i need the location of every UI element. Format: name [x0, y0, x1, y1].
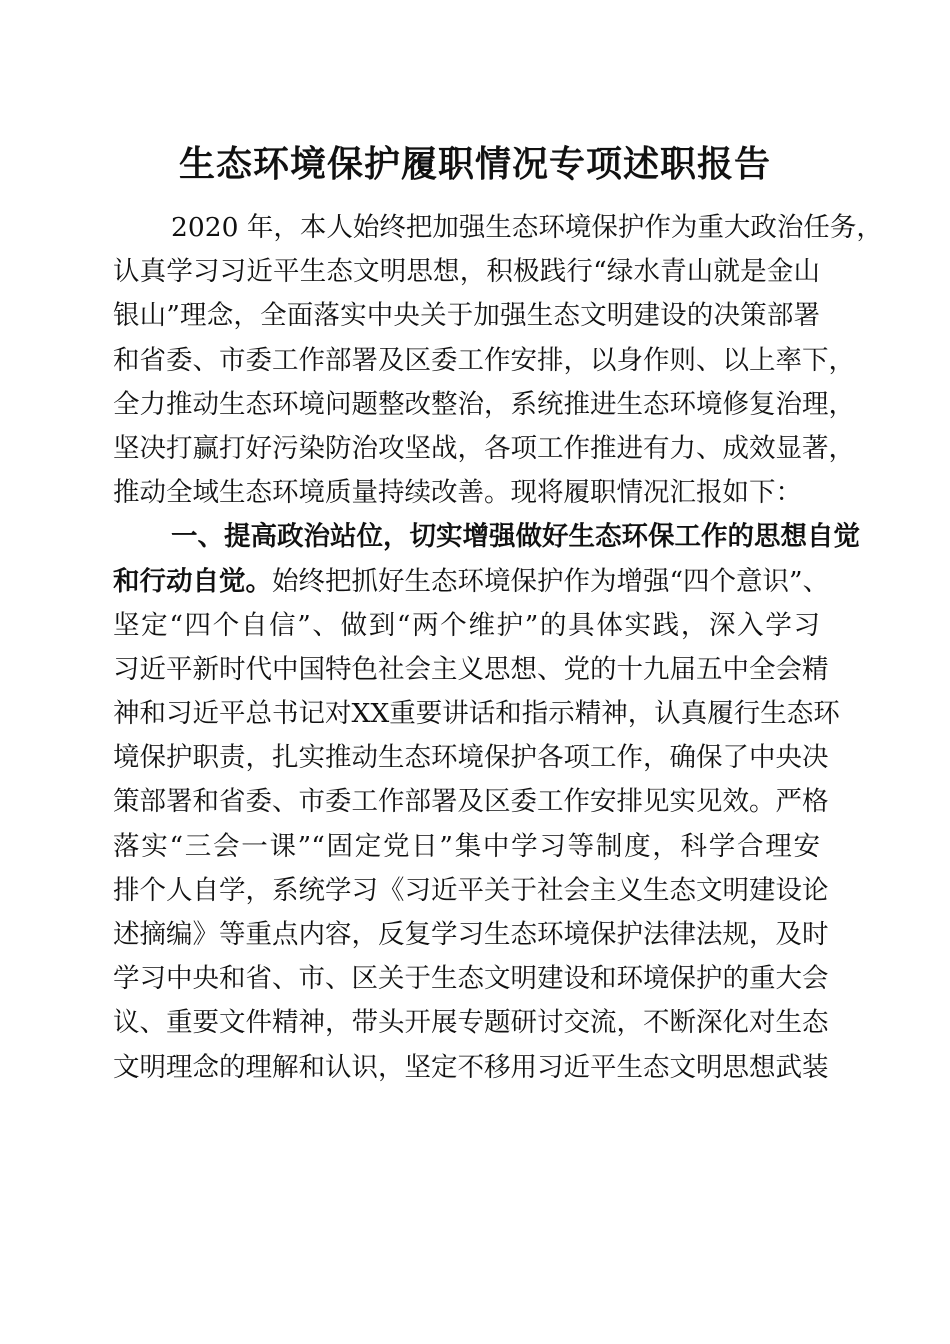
- text-line: 银山”理念，全面落实中央关于加强生态文明建设的决策部署: [113, 300, 820, 332]
- text-line: 全力推动生态环境问题整改整治，系统推进生态环境修复治理，: [113, 388, 855, 420]
- text-line: 排个人自学，系统学习《习近平关于社会主义生态文明建设论: [113, 874, 829, 906]
- text-line: 议、重要文件精神，带头开展专题研讨交流，不断深化对生态: [113, 1007, 829, 1039]
- document-title: 生态环境保护履职情况专项述职报告: [178, 144, 771, 185]
- text-line: 文明理念的理解和认识，坚定不移用习近平生态文明思想武装: [113, 1051, 829, 1083]
- text-line: 习近平新时代中国特色社会主义思想、党的十九届五中全会精: [113, 653, 829, 685]
- section-1-paragraph: [113, 515, 860, 1089]
- text-line: 述摘编》等重点内容，反复学习生态环境保护法律法规，及时: [113, 919, 829, 950]
- text-line: 落实“三会一课”“固定党日”集中学习等制度，科学合理安: [113, 830, 820, 862]
- text-line: 坚决打赢打好污染防治攻坚战，各项工作推进有力、成效显著，: [113, 432, 855, 464]
- text-span: 始终把抓好生态环境保护作为增强“四个意识”、: [272, 565, 830, 597]
- section-heading: 一、提高政治站位，切实增强做好生态环保工作的思想自觉: [171, 521, 860, 553]
- text-line: 策部署和省委、市委工作部署及区委工作安排见实见效。严格: [113, 786, 829, 818]
- text-line: 和省委、市委工作部署及区委工作安排，以身作则、以上率下，: [113, 344, 855, 376]
- document-body: [113, 206, 883, 1090]
- text-line: 神和习近平总书记对XX重要讲话和指示精神，认真履行生态环: [113, 698, 840, 730]
- intro-paragraph: [113, 206, 883, 515]
- text-line: 认真学习习近平生态文明思想，积极践行“绿水青山就是金山: [113, 256, 820, 288]
- text-line: [113, 560, 830, 604]
- text-line: 学习中央和省、市、区关于生态文明建设和环境保护的重大会: [113, 963, 829, 995]
- text-line: 推动全域生态环境质量持续改善。现将履职情况汇报如下：: [113, 477, 802, 509]
- text-line: 坚定“四个自信”、做到“两个维护”的具体实践，深入学习: [113, 609, 820, 641]
- section-heading-end: 和行动自觉。: [113, 565, 272, 597]
- text-line: 2020 年，本人始终把加强生态环境保护作为重大政治任务，: [171, 212, 883, 243]
- text-line: 境保护职责，扎实推动生态环境保护各项工作，确保了中央决: [113, 742, 829, 774]
